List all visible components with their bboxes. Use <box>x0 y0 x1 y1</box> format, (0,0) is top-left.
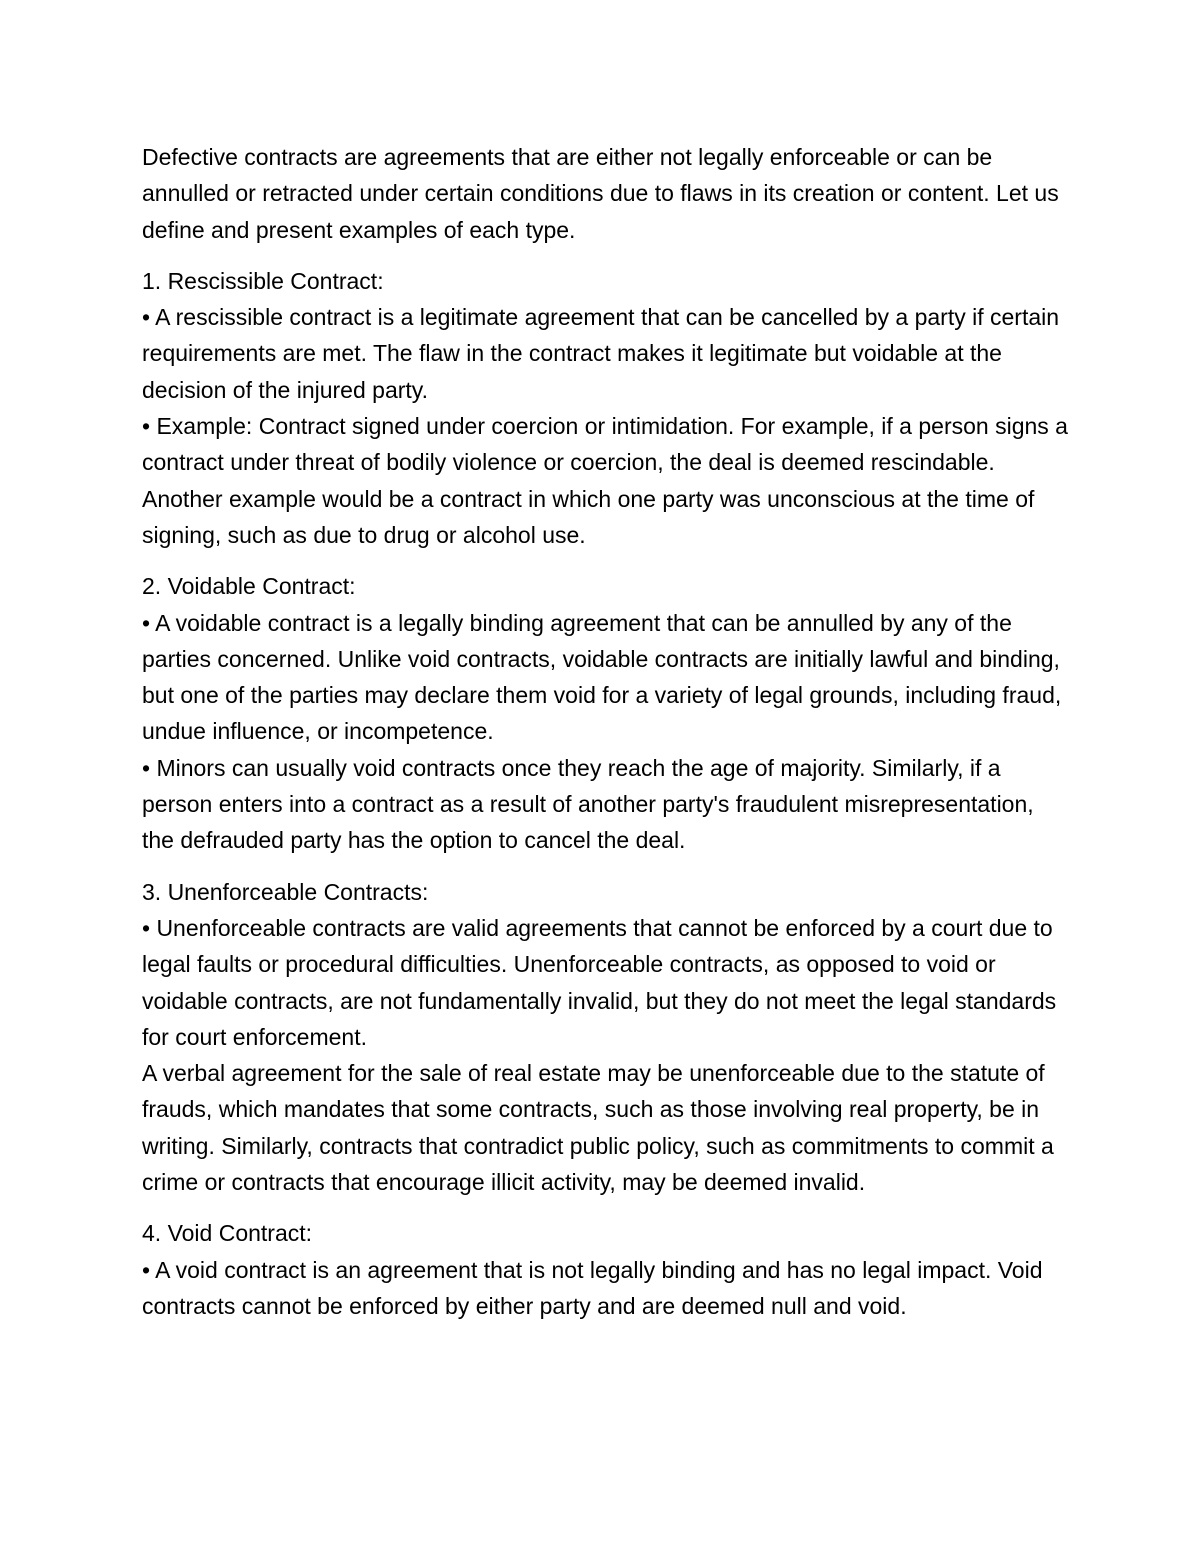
section-void <box>142 1215 1072 1324</box>
section-heading: 3. Unenforceable Contracts: <box>142 878 429 905</box>
section-rescissible <box>142 263 1072 553</box>
bullet-paragraph: • Minors can usually void contracts once they reach the age of majority. Similarly, if a person enters into a contract as a result of another party's fraudulent misrepresentation, the defrauded party has the option to cancel the deal. <box>142 754 1034 854</box>
section-unenforceable <box>142 874 1072 1201</box>
bullet-paragraph: • A void contract is an agreement that is not legally binding and has no legal impact. Void contracts cannot be enforced by either party and are deemed null and void. <box>142 1256 1043 1319</box>
bullet-paragraph: • A voidable contract is a legally binding agreement that can be annulled by any of the parties concerned. Unlike void contracts, voidable contracts are initially lawful and binding, but one of the parties may declare them void for a variety of legal grounds, including fraud, undue influence, or incompetence. <box>142 609 1062 745</box>
section-voidable <box>142 568 1072 858</box>
body-paragraph: A verbal agreement for the sale of real estate may be unenforceable due to the statute of frauds, which mandates that some contracts, such as those involving real property, be in writing. Similarly, contracts that contradict public policy, such as commitments to commit a crime or contracts that encourage illicit activity, may be deemed invalid. <box>142 1060 1054 1196</box>
bullet-paragraph: • A rescissible contract is a legitimate agreement that can be cancelled by a party if certain requirements are met. The flaw in the contract makes it legitimate but voidable at the decision of the injured party. <box>142 304 1060 403</box>
bullet-paragraph: • Unenforceable contracts are valid agreements that cannot be enforced by a court due to legal faults or procedural difficulties. Unenforceable contracts, as opposed to void or voidable contracts, are not fundamentally invalid, but they do not meet the legal standards for court enforcement. <box>142 914 1057 1050</box>
section-heading: 1. Rescissible Contract: <box>142 267 384 294</box>
intro-paragraph: Defective contracts are agreements that are either not legally enforceable or can be annulled or retracted under certain conditions due to flaws in its creation or content. Let us define and present examples of each type. <box>142 144 1059 243</box>
document-body <box>142 139 1072 1339</box>
bullet-paragraph: • Example: Contract signed under coercion or intimidation. For example, if a person signs a contract under threat of bodily violence or coercion, the deal is deemed rescindable. Another example would be a contract in which one party was unconscious at the time of signing, such as due to drug or alcohol use. <box>142 413 1068 548</box>
section-heading: 4. Void Contract: <box>142 1220 313 1247</box>
section-heading: 2. Voidable Contract: <box>142 573 356 600</box>
